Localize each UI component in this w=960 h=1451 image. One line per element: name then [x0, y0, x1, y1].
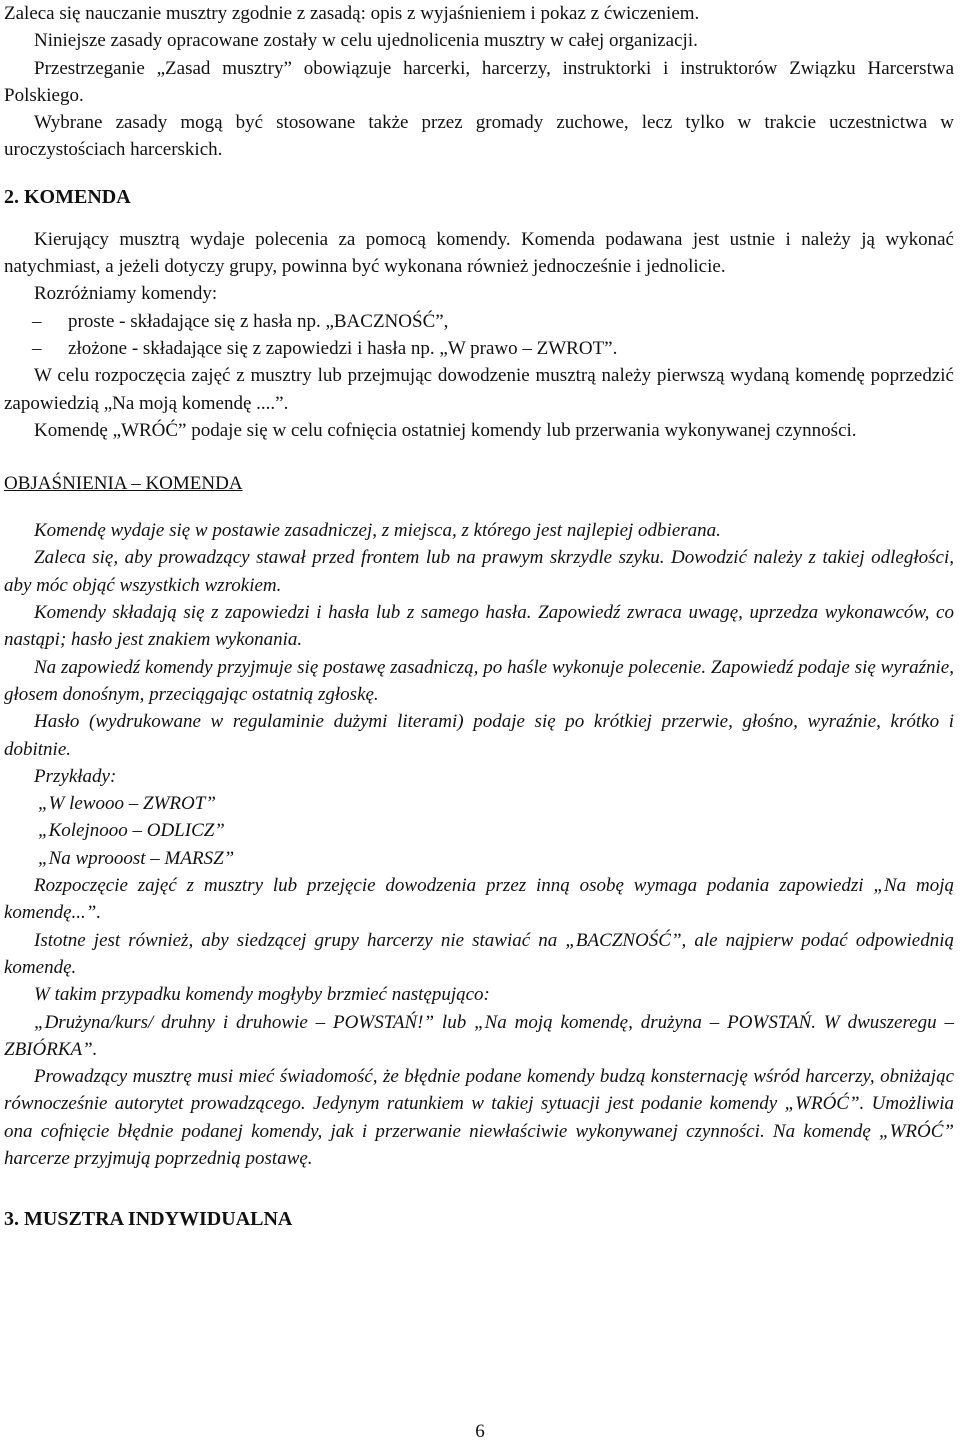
intro-block [4, 0, 954, 164]
paragraph: Prowadzący musztrę musi mieć świadomość, że błędnie podane komendy budzą konsternację wśród harcerzy, obniżając równocześnie autorytet prowadzącego. Jedynym ratunkiem w takiej sytuacji jest podanie komendy „WRÓĆ”. Umożliwia ona cofnięcie błędnie podanej komendy, jak i przerwanie niewłaściwie wykonywanej czynności. Na komendę „WRÓĆ” harcerze przyjmują poprzednią postawę. [4, 1066, 954, 1169]
example-command: „Na wprooost – MARSZ” [38, 847, 235, 869]
intro-paragraph: Niniejsze zasady opracowane zostały w celu ujednolicenia musztry w całej organizacji. [34, 30, 698, 52]
paragraph: „Drużyna/kurs/ druhny i druhowie – POWSTAŃ!” lub „Na moją komendę, drużyna – POWSTAŃ. W dwuszeregu – ZBIÓRKA”. [4, 1011, 954, 1060]
section-heading-komenda: 2. KOMENDA [4, 185, 131, 208]
paragraph: Hasło (wydrukowane w regulaminie dużymi literami) podaje się po krótkiej przerwie, głośno, wyraźnie, krótko i dobitnie. [4, 711, 954, 760]
section-heading-musztra-indywidualna: 3. MUSZTRA INDYWIDUALNA [4, 1208, 293, 1231]
intro-paragraph: Przestrzeganie „Zasad musztry” obowiązuje harcerki, harcerzy, instruktorki i instruktorów Związku Harcerstwa Polskiego. [4, 57, 954, 106]
example-command: „W lewooo – ZWROT” [38, 793, 216, 815]
intro-paragraph: Wybrane zasady mogą być stosowane także przez gromady zuchowe, lecz tylko w trakcie uczestnictwa w uroczystościach harcerskich. [4, 112, 954, 161]
paragraph: Istotne jest również, aby siedzącej grupy harcerzy nie stawiać na „BACZNOŚĆ”, ale najpierw podać odpowiednią komendę. [4, 929, 954, 978]
paragraph: Zaleca się, aby prowadzący stawał przed frontem lub na prawym skrzydle szyku. Dowodzić należy z takiej odległości, aby móc objąć wszystkich wzrokiem. [4, 547, 954, 596]
paragraph: W takim przypadku komendy mogłyby brzmieć następująco: [34, 984, 490, 1006]
paragraph: Rozróżniamy komendy: [34, 283, 218, 305]
list-item: – proste - składające się z hasła np. „BACZNOŚĆ”, [4, 308, 954, 335]
intro-paragraph: Zaleca się nauczanie musztry zgodnie z zasadą: opis z wyjaśnieniem i pokaz z ćwiczeniem. [4, 3, 700, 24]
explanations-heading: OBJAŚNIENIA – KOMENDA [4, 473, 243, 495]
command-types-list [4, 308, 954, 363]
explanations-body [4, 517, 954, 1172]
paragraph: Rozpoczęcie zajęć z musztry lub przejęcie dowodzenia przez inną osobę wymaga podania zapowiedzi „Na moją komendę...”. [4, 875, 954, 924]
examples-label: Przykłady: [34, 765, 117, 787]
paragraph: Na zapowiedź komendy przyjmuje się postawę zasadniczą, po haśle wykonuje polecenie. Zapowiedź podaje się wyraźnie, głosem donośnym, przeciągając ostatnią zgłoskę. [4, 656, 954, 705]
paragraph: Komendy składają się z zapowiedzi i hasła lub z samego hasła. Zapowiedź zwraca uwagę, uprzedza wykonawców, co nastąpi; hasło jest znakiem wykonania. [4, 602, 954, 651]
list-item: – złożone - składające się z zapowiedzi i hasła np. „W prawo – ZWROT”. [4, 335, 954, 362]
paragraph: Komendę „WRÓĆ” podaje się w celu cofnięcia ostatniej komendy lub przerwania wykonywanej czynności. [34, 419, 857, 441]
page-content [4, 0, 954, 1233]
paragraph: W celu rozpoczęcia zajęć z musztry lub przejmując dowodzenie musztrą należy pierwszą wydaną komendę poprzedzić zapowiedzią „Na moją komendę ....”. [4, 365, 954, 414]
section-komenda-body [4, 226, 954, 444]
page-number: 6 [475, 1421, 485, 1442]
paragraph: Komendę wydaje się w postawie zasadniczej, z miejsca, z którego jest najlepiej odbierana. [34, 520, 721, 542]
paragraph: Kierujący musztrą wydaje polecenia za pomocą komendy. Komenda podawana jest ustnie i należy ją wykonać natychmiast, a jeżeli dotyczy grupy, powinna być wykonana również jednocześnie i jednolicie. [4, 228, 954, 278]
example-command: „Kolejnooo – ODLICZ” [38, 820, 225, 842]
